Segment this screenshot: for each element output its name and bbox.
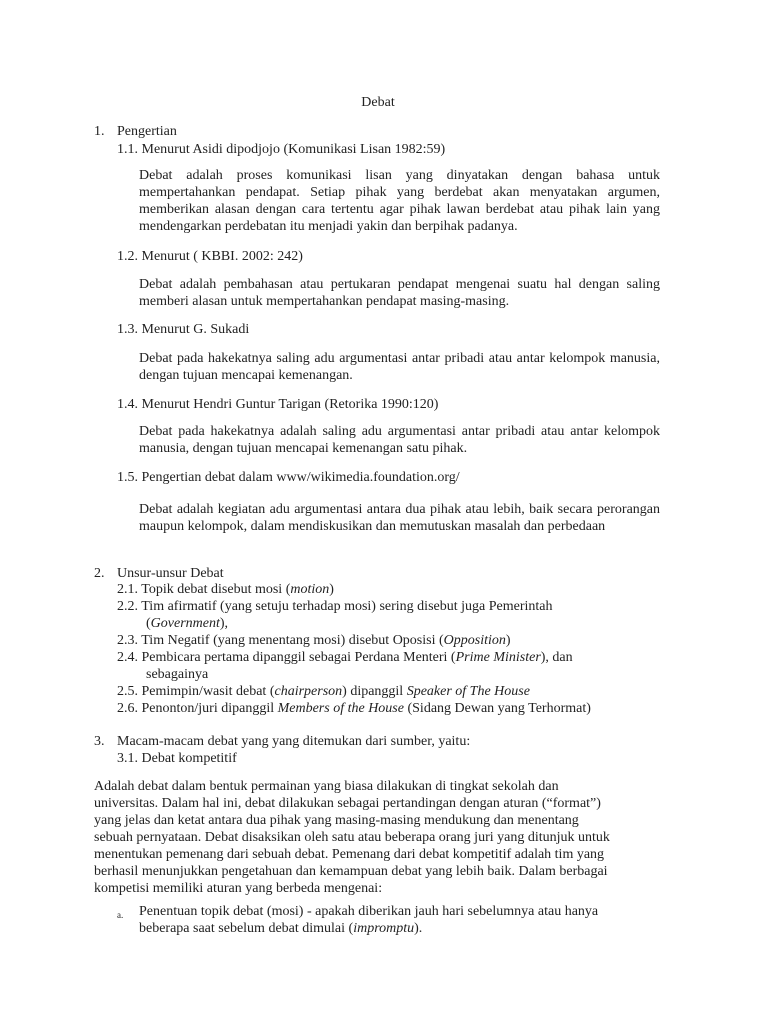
sub-1-2-label: 1.2. Menurut ( KBBI. 2002: 242) [117, 249, 303, 264]
list-item-text: ( [146, 616, 151, 631]
section-2-number: 2. [94, 566, 105, 581]
list-item-italic: Prime Minister [455, 650, 541, 665]
list-item-italic: motion [290, 582, 330, 597]
list-item-text: 2.3. Tim Negatif (yang menentang mosi) disebut Oposisi ( [117, 633, 444, 648]
list-item-text: ), [219, 616, 229, 631]
sub-1-1-paragraph: Debat adalah proses komunikasi lisan yang dinyatakan dengan bahasa untuk mempertahankan pendapat. Setiap pihak yang berdebat akan menyatakan argumen, memberikan alasan dengan cara tertentu agar pihak lawan berdebat atau pihak lain yang mendengarkan perdebatan itu menjadi yakin dan berpihak padanya. [139, 168, 660, 234]
sub-1-3-paragraph: Debat pada hakekatnya saling adu argumentasi antar pribadi atau antar kelompok manusia, dengan tujuan mencapai kemenangan. [139, 351, 660, 383]
body-line: yang jelas dan ketat antara dua pihak yang masing-masing mendukung dan menentang [94, 813, 579, 828]
list-item-2-2: 2.2. Tim afirmatif (yang setuju terhadap mosi) sering disebut juga Pemerintah [117, 599, 553, 614]
body-line: berhasil menunjukkan pengetahuan dan kemampuan debat yang lebih baik. Dalam berbagai [94, 864, 608, 879]
list-item-italic: Members of the House [277, 701, 404, 716]
sub-1-2-paragraph: Debat adalah pembahasan atau pertukaran pendapat mengenai suatu hal dengan saling memberi alasan untuk mempertahankan pendapat masing-masing. [139, 277, 660, 309]
list-item-2-1 [117, 581, 334, 598]
list-item-text: ). [414, 921, 423, 936]
sub-1-5-paragraph: Debat adalah kegiatan adu argumentasi antara dua pihak atau lebih, baik secara perorangan maupun kelompok, dalam mendiskusikan dan memutuskan masalah dan perbedaan [139, 502, 660, 534]
list-item-italic: impromptu [353, 921, 415, 936]
body-line: universitas. Dalam hal ini, debat dilakukan sebagai pertandingan dengan aturan (“format”) [94, 796, 601, 811]
list-item-2-4-continued: sebagainya [146, 667, 209, 682]
list-item-italic: Speaker of The House [406, 684, 530, 699]
body-line: kompetisi memiliki aturan yang berbeda mengenai: [94, 881, 383, 896]
list-item-text: ), dan [540, 650, 573, 665]
list-item-italic: Opposition [443, 633, 506, 648]
body-line: sebuah pernyataan. Debat disaksikan oleh satu atau beberapa orang juri yang ditunjuk untuk [94, 830, 610, 845]
sub-1-4-paragraph: Debat pada hakekatnya adalah saling adu argumentasi antar pribadi atau antar kelompok manusia, dengan tujuan mencapai kemenangan satu pihak. [139, 424, 660, 456]
document-title: Debat [361, 95, 395, 110]
sub-1-3-label: 1.3. Menurut G. Sukadi [117, 322, 250, 337]
list-a-line-2 [139, 920, 422, 937]
list-item-text: ) dipanggil [342, 684, 407, 699]
list-item-italic: Government [150, 616, 220, 631]
section-1-number: 1. [94, 124, 105, 139]
list-item-2-4 [117, 649, 573, 666]
section-3-heading: Macam-macam debat yang yang ditemukan dari sumber, yaitu: [117, 734, 471, 749]
body-line: Adalah debat dalam bentuk permainan yang biasa dilakukan di tingkat sekolah dan [94, 779, 559, 794]
list-item-2-5 [117, 683, 530, 700]
sub-1-5-label: 1.5. Pengertian debat dalam www/wikimedia.foundation.org/ [117, 470, 460, 485]
list-a-line-1: Penentuan topik debat (mosi) - apakah diberikan jauh hari sebelumnya atau hanya [139, 904, 599, 919]
list-item-2-3 [117, 632, 511, 649]
list-item-text: 2.5. Pemimpin/wasit debat ( [117, 684, 275, 699]
list-a-marker: a. [117, 910, 124, 920]
list-item-text: 2.6. Penonton/juri dipanggil [117, 701, 278, 716]
list-item-italic: chairperson [274, 684, 343, 699]
list-item-text: 2.4. Pembicara pertama dipanggil sebagai Perdana Menteri ( [117, 650, 456, 665]
list-item-text: 2.1. Topik debat disebut mosi ( [117, 582, 291, 597]
list-item-text: ) [505, 633, 511, 648]
section-2-heading: Unsur-unsur Debat [117, 566, 224, 581]
list-item-2-6 [117, 700, 591, 717]
list-item-text: ) [329, 582, 334, 597]
list-item-text: beberapa saat sebelum debat dimulai ( [139, 921, 354, 936]
sub-1-1-label: 1.1. Menurut Asidi dipodjojo (Komunikasi Lisan 1982:59) [117, 142, 446, 157]
list-item-text: (Sidang Dewan yang Terhormat) [403, 701, 591, 716]
body-line: menentukan pemenang dari sebuah debat. Pemenang dari debat kompetitif adalah tim yang [94, 847, 605, 862]
section-1-heading: Pengertian [117, 124, 177, 139]
sub-3-1-label: 3.1. Debat kompetitif [117, 751, 237, 766]
section-3-number: 3. [94, 734, 105, 749]
sub-1-4-label: 1.4. Menurut Hendri Guntur Tarigan (Retorika 1990:120) [117, 397, 439, 412]
list-item-2-2-continued [146, 615, 228, 632]
